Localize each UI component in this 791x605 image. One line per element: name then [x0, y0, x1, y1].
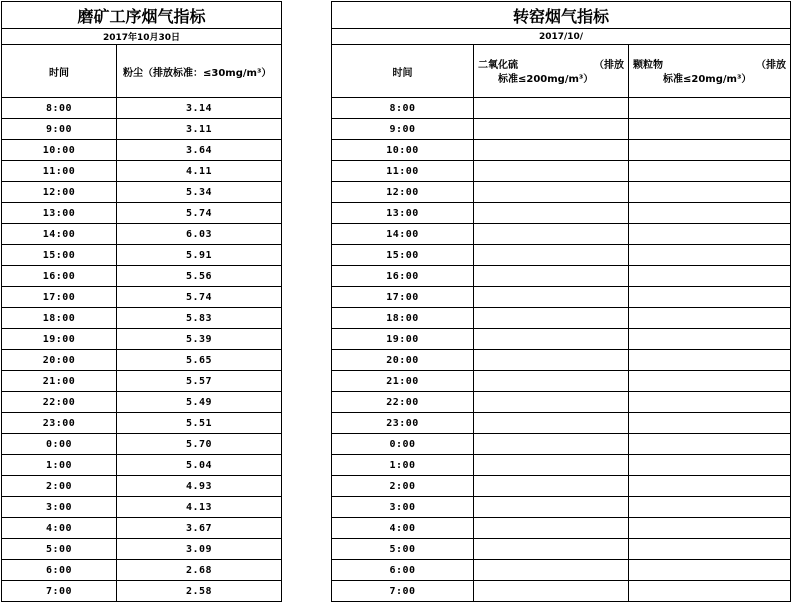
table-row [332, 308, 791, 329]
table-title: 转窑烟气指标 [332, 2, 791, 29]
so2-value-cell[interactable] [474, 371, 629, 392]
dust-value-cell[interactable]: 5.56 [117, 266, 282, 287]
dust-value-cell[interactable]: 5.04 [117, 455, 282, 476]
so2-header-label: 二氧化硫 [478, 60, 518, 71]
time-cell: 20:00 [332, 350, 474, 371]
dust-value-cell[interactable]: 6.03 [117, 224, 282, 245]
table-row [332, 350, 791, 371]
dust-value-cell[interactable]: 5.57 [117, 371, 282, 392]
so2-value-cell[interactable] [474, 308, 629, 329]
pm-header-label-paren: （排放 [756, 60, 787, 71]
table-row [2, 224, 282, 245]
table-row [2, 539, 282, 560]
dust-value-cell[interactable]: 5.39 [117, 329, 282, 350]
pm-header-standard: 标准≤20mg/m³） [663, 74, 752, 85]
particulate-value-cell[interactable] [629, 119, 791, 140]
so2-value-cell[interactable] [474, 266, 629, 287]
table-row [332, 287, 791, 308]
particulate-value-cell[interactable] [629, 161, 791, 182]
table-row [332, 581, 791, 602]
time-cell: 2:00 [332, 476, 474, 497]
dust-value-cell[interactable]: 5.74 [117, 287, 282, 308]
time-cell: 18:00 [2, 308, 117, 329]
time-cell: 19:00 [2, 329, 117, 350]
time-cell: 7:00 [2, 581, 117, 602]
table-row [332, 560, 791, 581]
dust-value-cell[interactable]: 3.11 [117, 119, 282, 140]
time-cell: 23:00 [332, 413, 474, 434]
so2-value-cell[interactable] [474, 560, 629, 581]
table-row [332, 413, 791, 434]
table-row [332, 98, 791, 119]
time-cell: 22:00 [2, 392, 117, 413]
table-row [332, 266, 791, 287]
table-row [2, 392, 282, 413]
table-row [2, 329, 282, 350]
table-row [2, 518, 282, 539]
time-cell: 18:00 [332, 308, 474, 329]
dust-value-cell[interactable]: 3.14 [117, 98, 282, 119]
table-row [2, 308, 282, 329]
dust-value-cell[interactable]: 5.70 [117, 434, 282, 455]
so2-value-cell[interactable] [474, 497, 629, 518]
particulate-value-cell[interactable] [629, 98, 791, 119]
so2-value-cell[interactable] [474, 245, 629, 266]
table-row [332, 476, 791, 497]
time-cell: 7:00 [332, 581, 474, 602]
so2-value-cell[interactable] [474, 413, 629, 434]
kiln-flue-gas-table [331, 1, 791, 602]
table-row [332, 497, 791, 518]
so2-value-cell[interactable] [474, 161, 629, 182]
dust-value-cell[interactable]: 5.49 [117, 392, 282, 413]
table-row [2, 413, 282, 434]
dust-value-cell[interactable]: 5.91 [117, 245, 282, 266]
table-date: 2017/10/ [332, 29, 791, 45]
time-cell: 8:00 [2, 98, 117, 119]
particulate-value-cell[interactable] [629, 539, 791, 560]
time-cell: 16:00 [332, 266, 474, 287]
time-cell: 8:00 [332, 98, 474, 119]
table-row [332, 392, 791, 413]
table-row [2, 266, 282, 287]
table-row [332, 182, 791, 203]
table-row [2, 434, 282, 455]
particulate-value-cell[interactable] [629, 518, 791, 539]
so2-header-label-paren: （排放 [594, 60, 624, 71]
dust-value-cell[interactable]: 5.74 [117, 203, 282, 224]
table-row [332, 434, 791, 455]
dust-value-cell[interactable]: 3.67 [117, 518, 282, 539]
table-row [2, 581, 282, 602]
so2-value-cell[interactable] [474, 140, 629, 161]
time-cell: 13:00 [2, 203, 117, 224]
particulate-value-cell[interactable] [629, 329, 791, 350]
dust-value-cell[interactable]: 5.34 [117, 182, 282, 203]
time-cell: 3:00 [332, 497, 474, 518]
particulate-value-cell[interactable] [629, 182, 791, 203]
pm-header-label: 颗粒物 [633, 60, 663, 71]
so2-column-header [474, 45, 629, 98]
time-cell: 19:00 [332, 329, 474, 350]
time-cell: 17:00 [2, 287, 117, 308]
time-cell: 13:00 [332, 203, 474, 224]
dust-value-cell[interactable]: 5.65 [117, 350, 282, 371]
so2-value-cell[interactable] [474, 98, 629, 119]
particulate-value-cell[interactable] [629, 245, 791, 266]
particulate-value-cell[interactable] [629, 350, 791, 371]
so2-value-cell[interactable] [474, 581, 629, 602]
particulate-value-cell[interactable] [629, 476, 791, 497]
time-cell: 6:00 [332, 560, 474, 581]
time-cell: 6:00 [2, 560, 117, 581]
table-row [332, 203, 791, 224]
table-row [2, 245, 282, 266]
time-cell: 14:00 [2, 224, 117, 245]
particulate-column-header [629, 45, 791, 98]
table-date: 2017年10月30日 [2, 29, 282, 45]
so2-value-cell[interactable] [474, 119, 629, 140]
table-row [332, 161, 791, 182]
so2-value-cell[interactable] [474, 455, 629, 476]
dust-value-cell[interactable]: 4.93 [117, 476, 282, 497]
dust-value-cell[interactable]: 5.51 [117, 413, 282, 434]
dust-value-cell[interactable]: 5.83 [117, 308, 282, 329]
table-row [332, 455, 791, 476]
particulate-value-cell[interactable] [629, 413, 791, 434]
so2-header-standard: 标准≤200mg/m³） [498, 74, 594, 85]
dust-value-cell[interactable]: 4.11 [117, 161, 282, 182]
time-cell: 16:00 [2, 266, 117, 287]
time-cell: 21:00 [332, 371, 474, 392]
table-title: 磨矿工序烟气指标 [2, 2, 282, 29]
particulate-value-cell[interactable] [629, 224, 791, 245]
so2-value-cell[interactable] [474, 329, 629, 350]
table-row [2, 476, 282, 497]
table-row [2, 560, 282, 581]
so2-value-cell[interactable] [474, 182, 629, 203]
time-cell: 12:00 [2, 182, 117, 203]
time-column-header: 时间 [332, 45, 474, 98]
time-cell: 15:00 [2, 245, 117, 266]
so2-value-cell[interactable] [474, 476, 629, 497]
dust-value-cell[interactable]: 3.09 [117, 539, 282, 560]
grinding-flue-gas-table [1, 1, 282, 602]
particulate-value-cell[interactable] [629, 581, 791, 602]
particulate-value-cell[interactable] [629, 308, 791, 329]
so2-value-cell[interactable] [474, 539, 629, 560]
table-row [2, 98, 282, 119]
table-row [2, 287, 282, 308]
time-cell: 0:00 [332, 434, 474, 455]
table-row [2, 371, 282, 392]
table-row [2, 140, 282, 161]
particulate-value-cell[interactable] [629, 140, 791, 161]
table-row [332, 119, 791, 140]
time-cell: 22:00 [332, 392, 474, 413]
table-row [332, 539, 791, 560]
particulate-value-cell[interactable] [629, 287, 791, 308]
table-row [332, 245, 791, 266]
time-cell: 2:00 [2, 476, 117, 497]
table-row [2, 497, 282, 518]
particulate-value-cell[interactable] [629, 560, 791, 581]
particulate-value-cell[interactable] [629, 266, 791, 287]
so2-value-cell[interactable] [474, 350, 629, 371]
time-cell: 1:00 [2, 455, 117, 476]
time-cell: 14:00 [332, 224, 474, 245]
table-row [2, 182, 282, 203]
particulate-value-cell[interactable] [629, 434, 791, 455]
table-row [332, 140, 791, 161]
dust-value-cell[interactable]: 2.68 [117, 560, 282, 581]
time-cell: 3:00 [2, 497, 117, 518]
time-cell: 11:00 [2, 161, 117, 182]
particulate-value-cell[interactable] [629, 497, 791, 518]
so2-value-cell[interactable] [474, 434, 629, 455]
table-row [332, 371, 791, 392]
table-row [2, 203, 282, 224]
dust-value-cell[interactable]: 4.13 [117, 497, 282, 518]
time-cell: 21:00 [2, 371, 117, 392]
time-cell: 20:00 [2, 350, 117, 371]
so2-value-cell[interactable] [474, 518, 629, 539]
time-cell: 4:00 [2, 518, 117, 539]
dust-value-cell[interactable]: 3.64 [117, 140, 282, 161]
table-row [2, 455, 282, 476]
time-cell: 9:00 [332, 119, 474, 140]
particulate-value-cell[interactable] [629, 455, 791, 476]
so2-value-cell[interactable] [474, 203, 629, 224]
so2-value-cell[interactable] [474, 287, 629, 308]
time-cell: 0:00 [2, 434, 117, 455]
table-row [2, 161, 282, 182]
particulate-value-cell[interactable] [629, 203, 791, 224]
time-cell: 23:00 [2, 413, 117, 434]
table-row [332, 329, 791, 350]
time-cell: 1:00 [332, 455, 474, 476]
time-column-header: 时间 [2, 45, 117, 98]
time-cell: 9:00 [2, 119, 117, 140]
table-row [2, 350, 282, 371]
dust-value-cell[interactable]: 2.58 [117, 581, 282, 602]
time-cell: 5:00 [2, 539, 117, 560]
dust-column-header: 粉尘（排放标准：≤30mg/m³） [117, 45, 282, 98]
so2-value-cell[interactable] [474, 224, 629, 245]
time-cell: 17:00 [332, 287, 474, 308]
time-cell: 15:00 [332, 245, 474, 266]
so2-value-cell[interactable] [474, 392, 629, 413]
table-row [2, 119, 282, 140]
time-cell: 10:00 [332, 140, 474, 161]
particulate-value-cell[interactable] [629, 371, 791, 392]
table-row [332, 224, 791, 245]
time-cell: 4:00 [332, 518, 474, 539]
time-cell: 5:00 [332, 539, 474, 560]
time-cell: 12:00 [332, 182, 474, 203]
table-row [332, 518, 791, 539]
time-cell: 11:00 [332, 161, 474, 182]
particulate-value-cell[interactable] [629, 392, 791, 413]
time-cell: 10:00 [2, 140, 117, 161]
